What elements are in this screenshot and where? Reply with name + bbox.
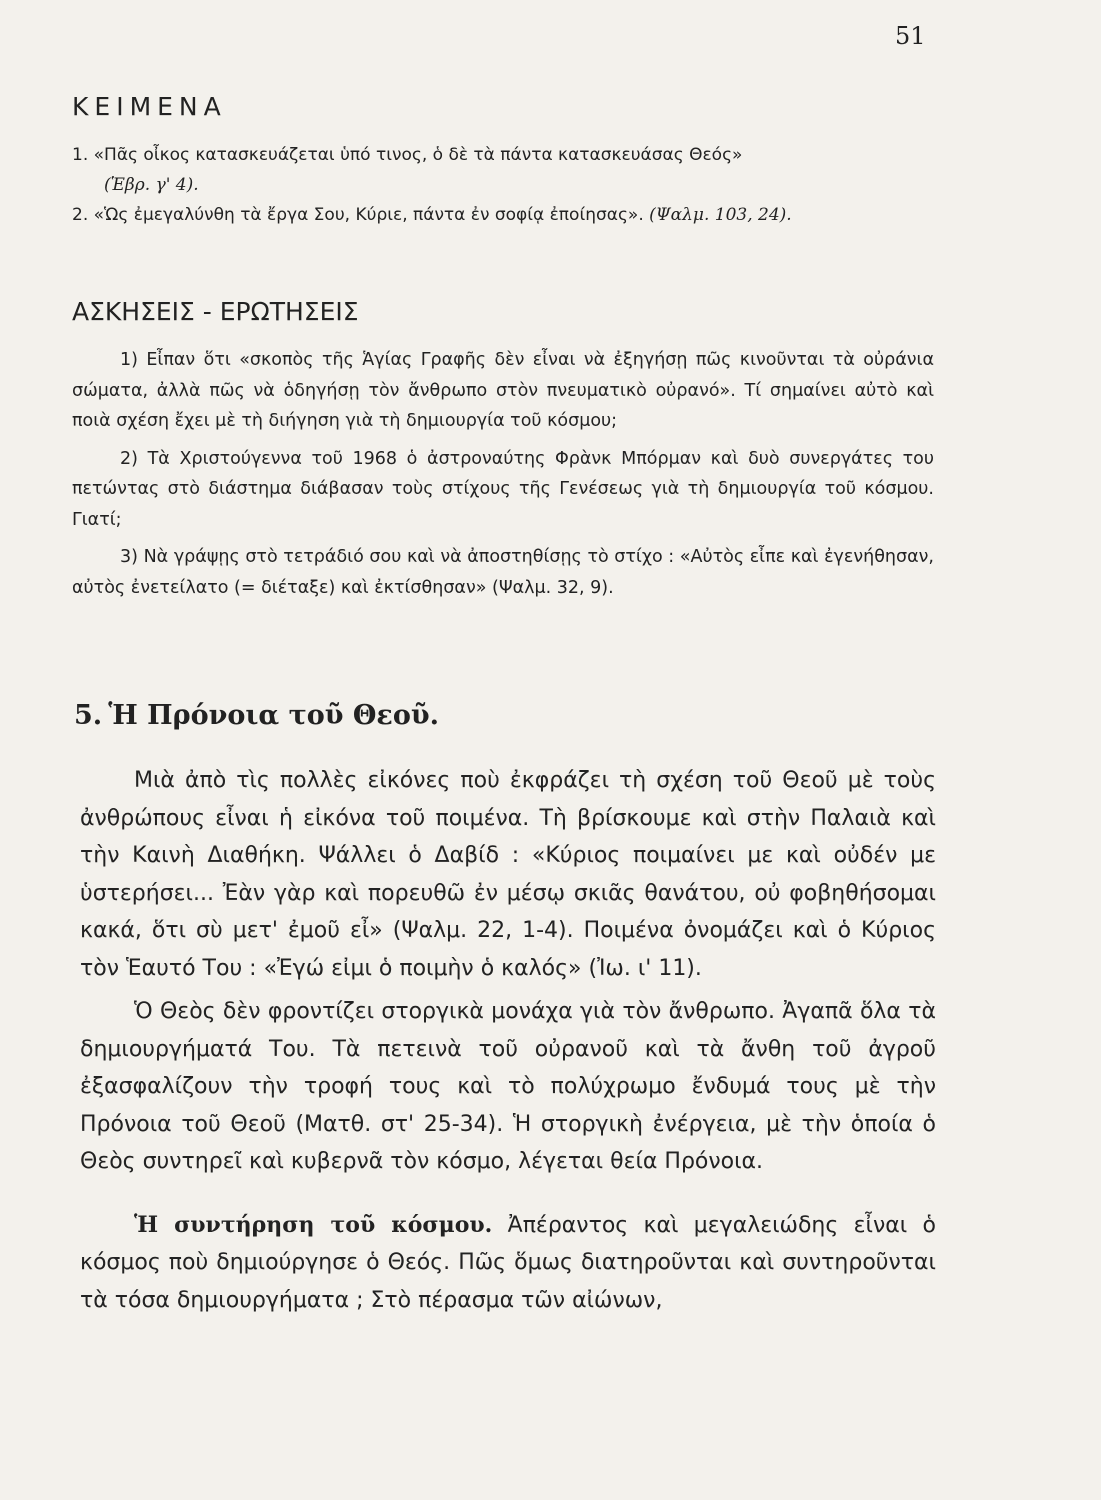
subsection-paragraph	[80, 1207, 936, 1320]
page-number: 51	[895, 22, 926, 50]
item-number: 1.	[72, 145, 89, 165]
exercises-list	[72, 345, 934, 610]
item-quote: «Πᾶς οἶκος κατασκευάζεται ὑπό τινος, ὁ δὲ τὰ πάντα κατασκευάσας Θεός»	[93, 145, 743, 165]
item-number: 2.	[72, 205, 89, 225]
subsection-text: Ἀπέραντος καὶ μεγαλειώδης εἶναι ὁ κόσμος ποὺ δημιούργησε ὁ Θεός. Πῶς ὅμως διατηροῦνται καὶ συντηροῦνται τὰ τόσα δημιουργήματα ; Στὸ πέρασμα τῶν αἰώνων,	[80, 1212, 936, 1313]
exercise-item: 3) Νὰ γράψῃς στὸ τετράδιό σου καὶ νὰ ἀποστηθίσῃς τὸ στίχο : «Αὐτὸς εἶπε καὶ ἐγενήθησαν, αὐτὸς ἐνετείλατο (= διέταξε) καὶ ἐκτίσθησαν» (Ψαλμ. 32, 9).	[72, 547, 934, 598]
item-quote: «Ὡς ἐμεγαλύνθη τὰ ἔργα Σου, Κύριε, πάντα ἐν σοφίᾳ ἐποίησας».	[93, 205, 644, 225]
paragraph: Ὁ Θεὸς δὲν φροντίζει στοργικὰ μονάχα γιὰ τὸν ἄνθρωπο. Ἀγαπᾶ ὅλα τὰ δημιουργήματά Του. Τὰ πετεινὰ τοῦ οὐρανοῦ καὶ τὰ ἄνθη τοῦ ἀγροῦ ἐξασφαλίζουν τὴν τροφή τους καὶ τὸ πολύχρωμο ἔνδυμά τους μὲ τὴν Πρόνοια τοῦ Θεοῦ (Ματθ. στ' 25-34). Ἡ στοργικὴ ἐνέργεια, μὲ τὴν ὁποία ὁ Θεὸς συντηρεῖ καὶ κυβερνᾶ τὸν κόσμο, λέγεται θεία Πρόνοια.	[80, 999, 936, 1174]
texts-list	[72, 140, 922, 230]
item-reference: (Ψαλμ. 103, 24).	[649, 205, 792, 225]
exercise-item: 1) Εἶπαν ὅτι «σκοπὸς τῆς Ἁγίας Γραφῆς δὲν εἶναι νὰ ἐξηγήσῃ πῶς κινοῦνται τὰ οὐράνια σώματα, ἀλλὰ πῶς νὰ ὁδηγήσῃ τὸν ἄνθρωπο στὸν πνευματικὸ οὐρανό». Τί σημαίνει αὐτὸ καὶ ποιὰ σχέση ἔχει μὲ τὴ διήγηση γιὰ τὴ δημιουργία τοῦ κόσμου;	[72, 350, 934, 431]
exercises-section-title: ΑΣΚΗΣΕΙΣ - ΕΡΩΤΗΣΕΙΣ	[72, 297, 359, 326]
subsection-title: Ἡ συντήρηση τοῦ κόσμου.	[134, 1211, 493, 1238]
texts-section-title: ΚΕΙΜΕΝΑ	[72, 92, 227, 121]
list-item	[72, 200, 922, 230]
chapter-number: 5.	[74, 700, 103, 731]
exercise-item: 2) Τὰ Χριστούγεννα τοῦ 1968 ὁ ἀστροναύτης Φρὰνκ Μπόρμαν καὶ δυὸ συνεργάτες του πετώντας στὸ διάστημα διάβασαν τοὺς στίχους τῆς Γενέσεως γιὰ τὴ δημιουργία τοῦ κόσμου. Γιατί;	[72, 448, 934, 530]
paragraph: Μιὰ ἀπὸ τὶς πολλὲς εἰκόνες ποὺ ἐκφράζει τὴ σχέση τοῦ Θεοῦ μὲ τοὺς ἀνθρώπους εἶναι ἡ εἰκόνα τοῦ ποιμένα. Τὴ βρίσκουμε καὶ στὴν Παλαιὰ καὶ τὴν Καινὴ Διαθήκη. Ψάλλει ὁ Δαβίδ : «Κύριος ποιμαίνει με καὶ οὐδέν με ὑστερήσει... Ἐὰν γὰρ καὶ πορευθῶ ἐν μέσῳ σκιᾶς θανάτου, οὐ φοβηθήσομαι κακά, ὅτι σὺ μετ' ἐμοῦ εἶ» (Ψαλμ. 22, 1-4). Ποιμένα ὀνομάζει καὶ ὁ Κύριος τὸν Ἑαυτό Του : «Ἐγώ εἰμι ὁ ποιμὴν ὁ καλός» (Ἰω. ι' 11).	[80, 768, 936, 981]
chapter-title: Ἡ Πρόνοια τοῦ Θεοῦ.	[108, 700, 439, 731]
chapter-body	[80, 762, 936, 1325]
list-item	[72, 140, 922, 200]
chapter-heading	[74, 700, 439, 731]
item-reference: (Ἑβρ. γ' 4).	[104, 175, 199, 195]
